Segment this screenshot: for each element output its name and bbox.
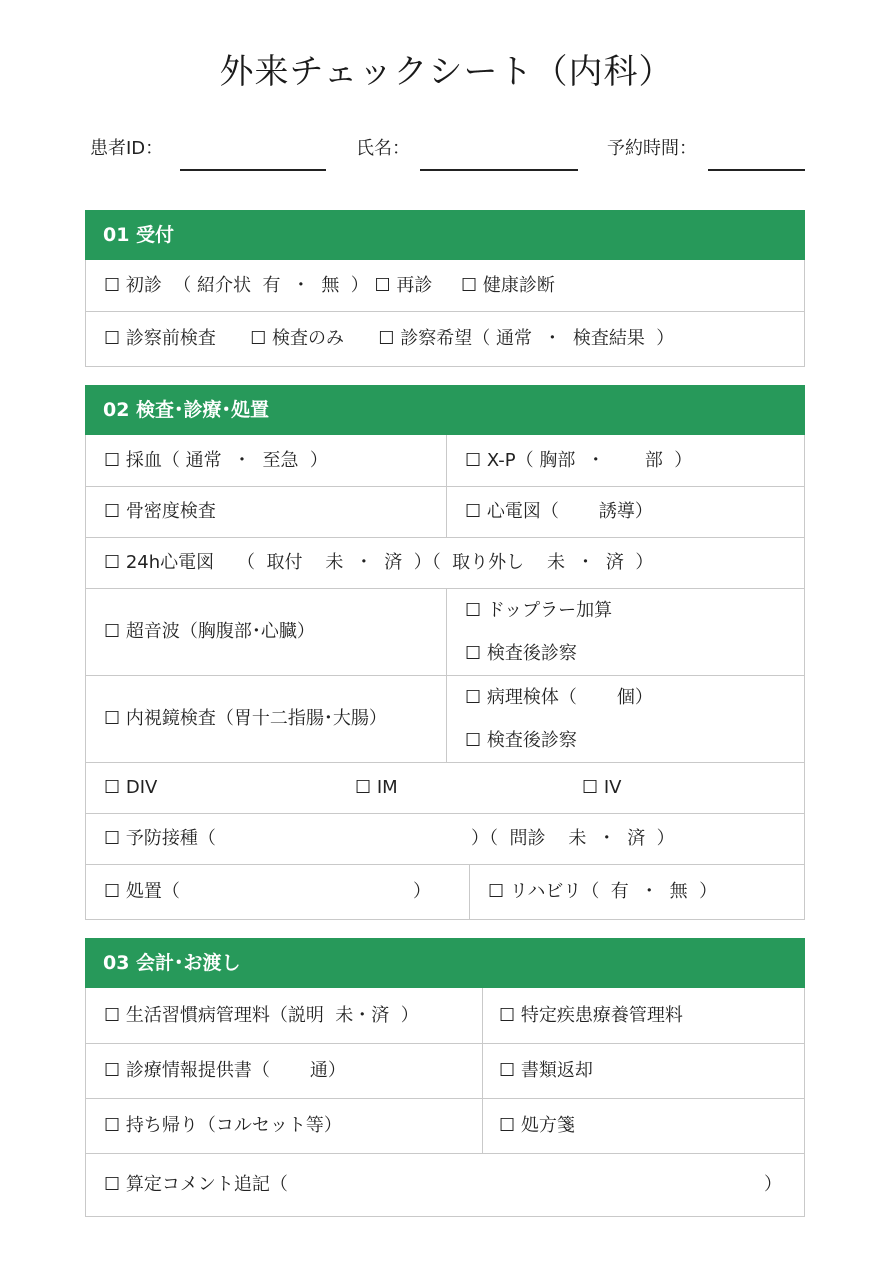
lifestyle-disease-fee-item[interactable]: ☐ 生活習慣病管理料（説明 未・済 ） xyxy=(104,1004,419,1026)
vaccination-item[interactable]: ☐ 予防接種（ xyxy=(104,828,216,849)
section-reception-body xyxy=(85,260,805,367)
table-cell xyxy=(446,487,804,537)
table-row xyxy=(86,486,804,537)
xray-item[interactable]: ☐ X-P（ 胸部 ・ 部 ） xyxy=(465,449,693,471)
table-row xyxy=(86,537,804,588)
table-cell xyxy=(469,865,804,919)
table-cell xyxy=(86,589,446,675)
endoscopy-item[interactable]: ☐ 内視鏡検査（胃十二指腸･大腸） xyxy=(104,708,387,729)
take-home-item[interactable]: ☐ 持ち帰り（コルセット等） xyxy=(104,1115,342,1136)
rehab-item[interactable]: ☐ リハビリ（ 有 ・ 無 ） xyxy=(488,881,718,902)
table-cell xyxy=(482,988,804,1043)
section-reception-header: 01 受付 xyxy=(85,210,805,260)
table-cell xyxy=(86,435,446,486)
section-billing xyxy=(85,938,805,1217)
table-row xyxy=(86,311,804,366)
section-exam-header: 02 検査･診療･処置 xyxy=(85,385,805,435)
table-cell xyxy=(446,435,804,486)
section-exam-body xyxy=(85,435,805,920)
section-exam xyxy=(85,385,805,920)
document-return-item[interactable]: ☐ 書類返却 xyxy=(499,1060,593,1081)
table-row xyxy=(86,762,804,813)
treatment-item[interactable]: ☐ 処置（ xyxy=(104,881,180,902)
table-cell xyxy=(86,487,446,537)
post-exam-consult-item[interactable]: ☐ 検査後診察 xyxy=(465,730,577,751)
section-reception xyxy=(85,210,805,367)
table-row xyxy=(86,1153,804,1216)
holter-ecg-item[interactable]: ☐ 24h心電図 （ 取付 未 ・ 済 ）（ 取り外し 未 ・ 済 ） xyxy=(104,552,654,573)
table-row xyxy=(86,435,804,486)
referral-letter-item[interactable]: ☐ 診療情報提供書（ 通） xyxy=(104,1060,346,1081)
specific-disease-fee-item[interactable]: ☐ 特定疾患療養管理料 xyxy=(499,1004,683,1026)
post-exam-consult-item[interactable]: ☐ 検査後診察 xyxy=(465,643,577,664)
treatment-close: ） xyxy=(413,881,431,902)
blood-test-item[interactable]: ☐ 採血（ 通常 ・ 至急 ） xyxy=(104,449,328,471)
ultrasound-item[interactable]: ☐ 超音波（胸腹部･心臓） xyxy=(104,621,315,642)
table-row xyxy=(86,588,804,675)
name-label: 氏名： xyxy=(356,138,410,159)
prescription-item[interactable]: ☐ 処方箋 xyxy=(499,1115,575,1136)
appointment-time-label: 予約時間： xyxy=(607,138,697,159)
table-row xyxy=(86,864,804,919)
div-item[interactable]: ☐ DIV xyxy=(104,777,158,798)
appointment-time-line[interactable] xyxy=(708,169,805,171)
table-row xyxy=(86,813,804,864)
billing-comment-close: ） xyxy=(764,1174,782,1195)
table-cell xyxy=(482,1099,804,1153)
reception-row-1[interactable]: ☐ 初診 （ 紹介状 有 ・ 無 ） ☐ 再診 ☐ 健康診断 xyxy=(104,274,555,296)
table-cell xyxy=(86,988,482,1043)
doppler-item[interactable]: ☐ ドップラー加算 xyxy=(465,600,613,621)
table-row xyxy=(86,260,804,311)
table-row xyxy=(86,988,804,1043)
ecg-item[interactable]: ☐ 心電図（ 誘導） xyxy=(465,501,653,522)
reception-row-2[interactable]: ☐ 診察前検査 ☐ 検査のみ ☐ 診察希望（ 通常 ・ 検査結果 ） xyxy=(104,328,675,349)
table-cell xyxy=(446,676,804,762)
table-cell xyxy=(86,865,469,919)
section-billing-body xyxy=(85,988,805,1217)
table-cell xyxy=(86,1044,482,1098)
bone-density-item[interactable]: ☐ 骨密度検査 xyxy=(104,501,216,522)
im-item[interactable]: ☐ IM xyxy=(355,777,398,798)
billing-comment-item[interactable]: ☐ 算定コメント追記（ xyxy=(104,1174,288,1195)
name-line[interactable] xyxy=(420,169,578,171)
table-cell xyxy=(86,1099,482,1153)
table-cell xyxy=(482,1044,804,1098)
page-title: 外来チェックシート（内科） xyxy=(219,52,674,92)
patient-id-label: 患者ID： xyxy=(90,138,164,159)
section-billing-header: 03 会計･お渡し xyxy=(85,938,805,988)
iv-item[interactable]: ☐ IV xyxy=(582,777,622,798)
table-row xyxy=(86,675,804,762)
vaccination-interview[interactable]: ）（ 問診 未 ・ 済 ） xyxy=(471,828,675,849)
patient-id-line[interactable] xyxy=(180,169,326,171)
pathology-item[interactable]: ☐ 病理検体（ 個） xyxy=(465,687,653,708)
table-cell xyxy=(446,589,804,675)
table-row xyxy=(86,1098,804,1153)
table-row xyxy=(86,1043,804,1098)
table-cell xyxy=(86,676,446,762)
